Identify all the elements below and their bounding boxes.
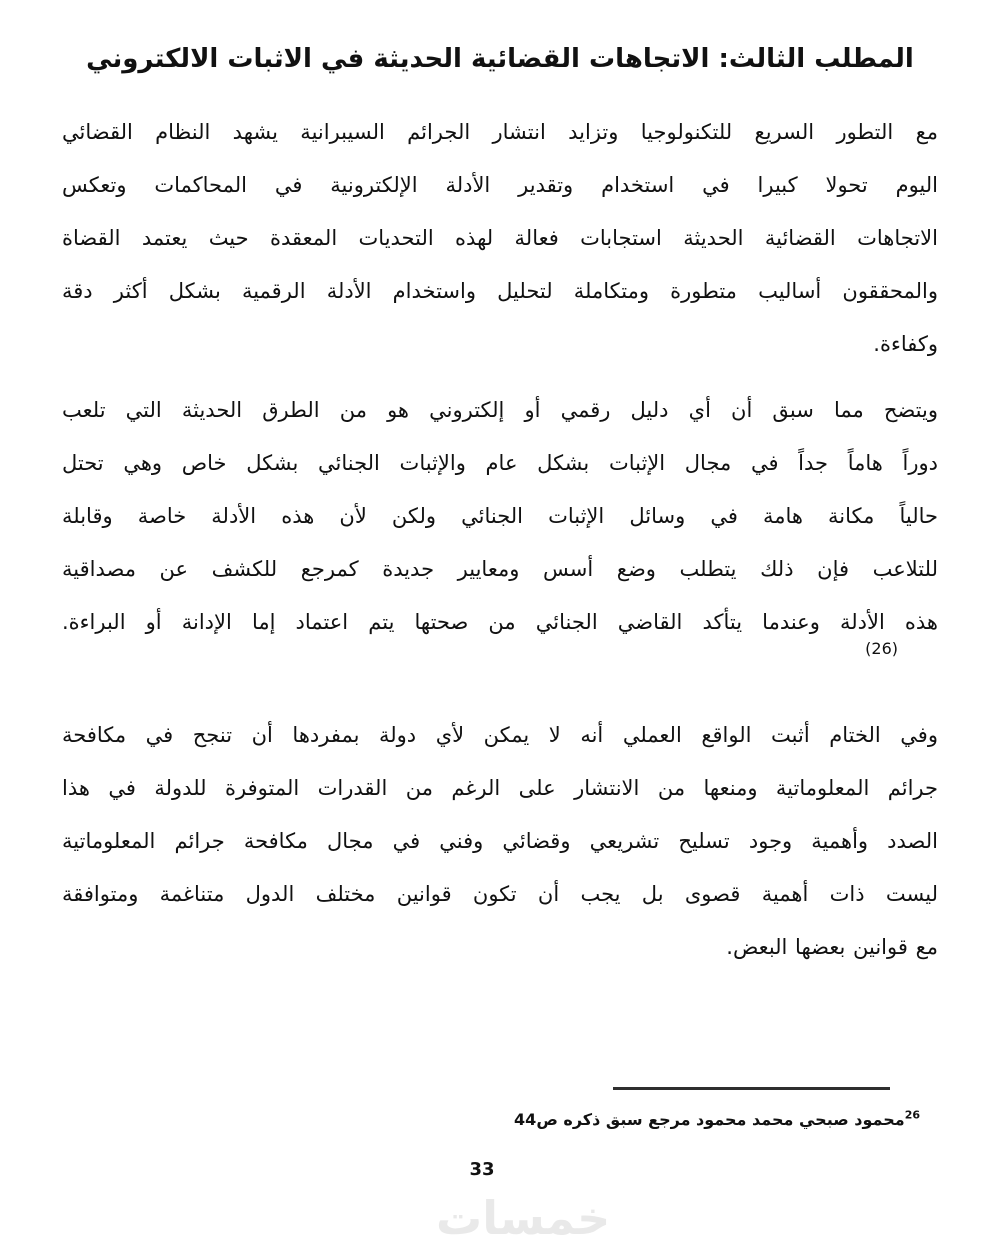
text-line: والمحققون أساليب متطورة ومتكاملة لتحليل واستخدام الأدلة الرقمية بشكل أكثر دقة: [62, 279, 938, 303]
text-line: اليوم تحولا كبيرا في استخدام وتقدير الأدلة الإلكترونية في المحاكمات وتعكس: [62, 173, 938, 197]
text-line: هذه الأدلة وعندما يتأكد القاضي الجنائي من صحتها يتم اعتماد إما الإدانة أو البراءة.: [62, 610, 938, 634]
footnote-separator-rule: [613, 1087, 890, 1090]
paragraph-2: [62, 384, 938, 649]
text-line: للتلاعب فإن ذلك يتطلب وضع أسس ومعايير جديدة كمرجع للكشف عن مصداقية: [62, 557, 938, 581]
paragraph-1: [62, 106, 938, 371]
text-line: الاتجاهات القضائية الحديثة استجابات فعالة لهذه التحديات المعقدة حيث يعتمد القضاة: [62, 226, 938, 250]
khamsat-watermark: خمسات: [436, 1191, 611, 1245]
footnote-number: 26: [904, 1108, 920, 1122]
paragraph-3: [62, 709, 938, 974]
text-line: جرائم المعلوماتية ومنعها من الانتشار على الرغم من القدرات المتوفرة للدولة في هذا: [62, 776, 938, 800]
page-number: 33: [469, 1159, 495, 1180]
text-line: وفي الختام أثبت الواقع العملي أنه لا يمكن لأي دولة بمفردها أن تنجح في مكافحة: [62, 723, 938, 747]
text-line: وكفاءة.: [873, 332, 938, 356]
text-line: ليست ذات أهمية قصوى بل يجب أن تكون قوانين مختلف الدول متناغمة ومتوافقة: [62, 882, 938, 906]
text-line: ويتضح مما سبق أن أي دليل رقمي أو إلكتروني هو من الطرق الحديثة التي تلعب: [62, 398, 938, 422]
footnote-reference-marker: (26): [865, 639, 898, 658]
footnote-text: محمود صبحي محمد محمود مرجع سبق ذكره ص44: [514, 1110, 905, 1129]
text-line: دوراً هاماً جداً في مجال الإثبات بشكل عام والإثبات الجنائي بشكل خاص وهي تحتل: [62, 451, 938, 475]
text-line: حالياً مكانة هامة في وسائل الإثبات الجنائي ولكن لأن هذه الأدلة خاصة وقابلة: [62, 504, 938, 528]
text-line: الصدد وأهمية وجود تسليح تشريعي وقضائي وفني في مجال مكافحة جرائم المعلوماتية: [62, 829, 938, 853]
text-line: مع التطور السريع للتكنولوجيا وتزايد انتشار الجرائم السيبرانية يشهد النظام القضائي: [62, 120, 938, 144]
footnote: [514, 1104, 920, 1136]
section-title: المطلب الثالث: الاتجاهات القضائية الحديثة في الاثبات الالكتروني: [86, 44, 914, 74]
text-line: مع قوانين بعضها البعض.: [726, 935, 938, 959]
